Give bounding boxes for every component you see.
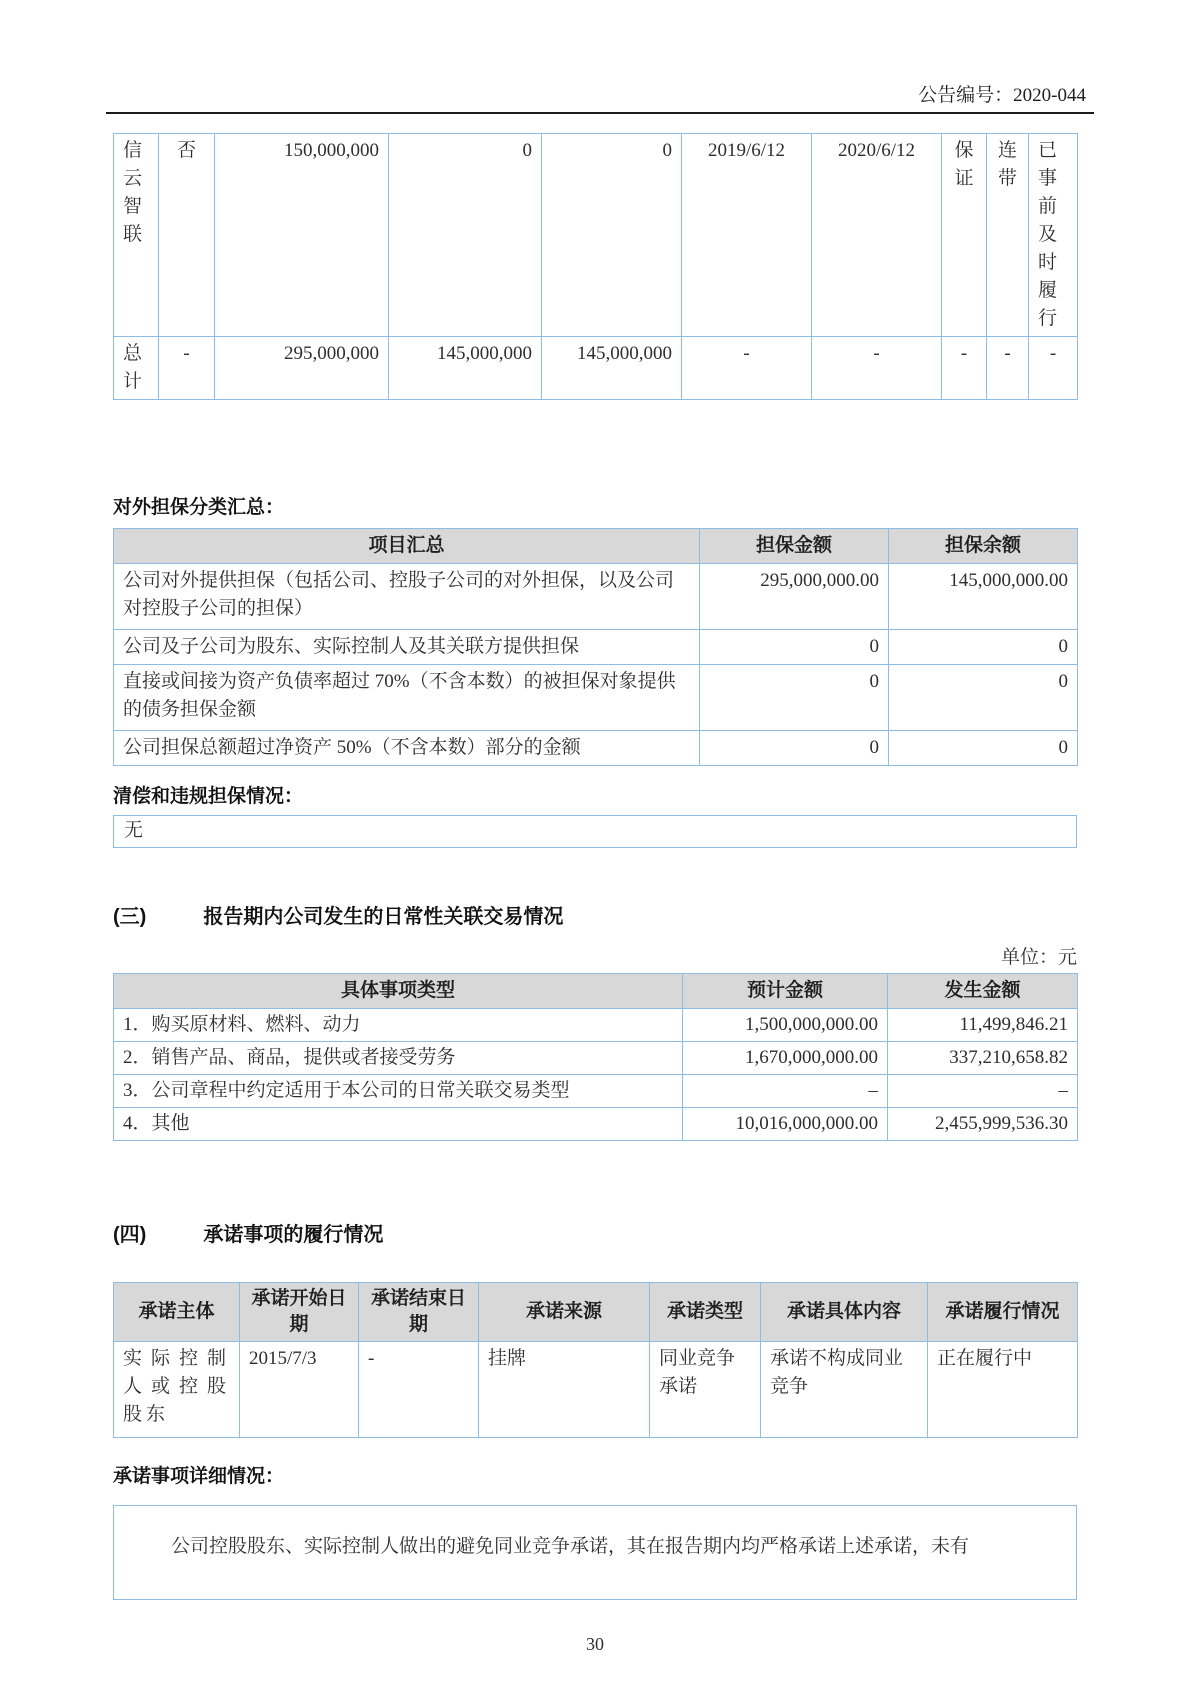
unit-label: 单位：元 bbox=[1000, 947, 1077, 968]
table-cell: 否 bbox=[159, 134, 215, 337]
table-cell: 信云智联 bbox=[114, 134, 159, 337]
guarantee-continuation-table bbox=[113, 133, 1078, 400]
table-cell: 0 bbox=[389, 134, 542, 337]
commitment-detail-text: 公司控股股东、实际控制人做出的避免同业竞争承诺，其在报告期内均严格承诺上述承诺，未有 bbox=[171, 1536, 970, 1557]
settlement-value-box bbox=[113, 815, 1077, 848]
header-rule bbox=[106, 112, 1094, 114]
column-header: 承诺开始日期 bbox=[240, 1283, 359, 1342]
table-cell: 公司担保总额超过净资产 50%（不含本数）部分的金额 bbox=[114, 731, 700, 766]
table-cell: - bbox=[159, 337, 215, 400]
table-cell: 10,016,000,000.00 bbox=[683, 1108, 888, 1141]
table-header-row bbox=[114, 1283, 1078, 1342]
table-cell: 公司及子公司为股东、实际控制人及其关联方提供担保 bbox=[114, 630, 700, 665]
table-cell: - bbox=[987, 337, 1029, 400]
column-header: 承诺来源 bbox=[479, 1283, 650, 1342]
section-4-heading bbox=[113, 1218, 383, 1247]
table-cell: 150,000,000 bbox=[215, 134, 389, 337]
table-cell: 2,455,999,536.30 bbox=[888, 1108, 1078, 1141]
table-cell: 0 bbox=[542, 134, 682, 337]
table-cell: 11,499,846.21 bbox=[888, 1009, 1078, 1042]
table-cell: 总计 bbox=[114, 337, 159, 400]
settlement-value: 无 bbox=[124, 820, 144, 841]
guarantee-summary-table bbox=[113, 528, 1078, 766]
table-cell: 4．其他 bbox=[114, 1108, 683, 1141]
column-header: 担保金额 bbox=[700, 529, 889, 564]
table-row bbox=[114, 731, 1078, 766]
column-header: 担保余额 bbox=[889, 529, 1078, 564]
table-row bbox=[114, 630, 1078, 665]
commitment-detail-title: 承诺事项详细情况： bbox=[113, 1466, 285, 1487]
column-header: 具体事项类型 bbox=[114, 974, 683, 1009]
column-header: 承诺类型 bbox=[650, 1283, 761, 1342]
settlement-title: 清偿和违规担保情况： bbox=[113, 786, 304, 807]
table-cell: - bbox=[359, 1342, 479, 1438]
section-title: 报告期内公司发生的日常性关联交易情况 bbox=[203, 906, 564, 928]
table-cell: 3．公司章程中约定适用于本公司的日常关联交易类型 bbox=[114, 1075, 683, 1108]
table-cell: 0 bbox=[700, 630, 889, 665]
table-cell: 0 bbox=[889, 665, 1078, 731]
column-header: 承诺履行情况 bbox=[928, 1283, 1078, 1342]
table-cell: 145,000,000.00 bbox=[889, 564, 1078, 630]
table-cell: 实际控制人或控股股东 bbox=[114, 1342, 240, 1438]
table-cell: 145,000,000 bbox=[389, 337, 542, 400]
column-header: 承诺结束日期 bbox=[359, 1283, 479, 1342]
table-cell: 挂牌 bbox=[479, 1342, 650, 1438]
table-header-row bbox=[114, 974, 1078, 1009]
table-cell: 2015/7/3 bbox=[240, 1342, 359, 1438]
section-3-heading bbox=[113, 900, 563, 929]
table-row bbox=[114, 1042, 1078, 1075]
table-cell: 同业竞争承诺 bbox=[650, 1342, 761, 1438]
column-header: 发生金额 bbox=[888, 974, 1078, 1009]
section-title: 承诺事项的履行情况 bbox=[203, 1224, 384, 1246]
table-cell: - bbox=[942, 337, 987, 400]
table-row bbox=[114, 337, 1078, 400]
column-header: 承诺具体内容 bbox=[761, 1283, 928, 1342]
table-row bbox=[114, 1075, 1078, 1108]
table-cell: 1,500,000,000.00 bbox=[683, 1009, 888, 1042]
table-cell: 1,670,000,000.00 bbox=[683, 1042, 888, 1075]
table-cell: 已事前及时履行 bbox=[1029, 134, 1078, 337]
table-row bbox=[114, 1108, 1078, 1141]
table-cell: 正在履行中 bbox=[928, 1342, 1078, 1438]
table-cell: 295,000,000.00 bbox=[700, 564, 889, 630]
table-cell: 0 bbox=[889, 731, 1078, 766]
table-row bbox=[114, 564, 1078, 630]
related-transactions-table bbox=[113, 973, 1078, 1141]
table-cell: 295,000,000 bbox=[215, 337, 389, 400]
table-cell: 0 bbox=[889, 630, 1078, 665]
table-row bbox=[114, 134, 1078, 337]
table-cell: – bbox=[683, 1075, 888, 1108]
table-cell: 保证 bbox=[942, 134, 987, 337]
table-cell: 337,210,658.82 bbox=[888, 1042, 1078, 1075]
table-cell: 0 bbox=[700, 665, 889, 731]
table-cell: 145,000,000 bbox=[542, 337, 682, 400]
table-row bbox=[114, 665, 1078, 731]
column-header: 承诺主体 bbox=[114, 1283, 240, 1342]
table-cell: - bbox=[682, 337, 812, 400]
table-cell: 连带 bbox=[987, 134, 1029, 337]
announcement-number: 公告编号：2020-044 bbox=[918, 85, 1086, 106]
page-number: 30 bbox=[586, 1634, 604, 1654]
section-number: (四) bbox=[113, 1224, 147, 1246]
table-cell: 承诺不构成同业竞争 bbox=[761, 1342, 928, 1438]
table-cell: 公司对外提供担保（包括公司、控股子公司的对外担保，以及公司对控股子公司的担保） bbox=[114, 564, 700, 630]
column-header: 项目汇总 bbox=[114, 529, 700, 564]
table-cell: 直接或间接为资产负债率超过 70%（不含本数）的被担保对象提供的债务担保金额 bbox=[114, 665, 700, 731]
table-cell: - bbox=[812, 337, 942, 400]
table-cell: 2019/6/12 bbox=[682, 134, 812, 337]
commitments-table bbox=[113, 1282, 1078, 1438]
table-cell: 0 bbox=[700, 731, 889, 766]
commitment-detail-box bbox=[113, 1505, 1077, 1600]
table-cell: - bbox=[1029, 337, 1078, 400]
guarantee-summary-title: 对外担保分类汇总： bbox=[113, 497, 285, 518]
table-cell: 2．销售产品、商品，提供或者接受劳务 bbox=[114, 1042, 683, 1075]
table-header-row bbox=[114, 529, 1078, 564]
table-row bbox=[114, 1342, 1078, 1438]
table-cell: 2020/6/12 bbox=[812, 134, 942, 337]
table-cell: 1．购买原材料、燃料、动力 bbox=[114, 1009, 683, 1042]
table-cell: – bbox=[888, 1075, 1078, 1108]
section-number: (三) bbox=[113, 906, 147, 928]
table-row bbox=[114, 1009, 1078, 1042]
column-header: 预计金额 bbox=[683, 974, 888, 1009]
